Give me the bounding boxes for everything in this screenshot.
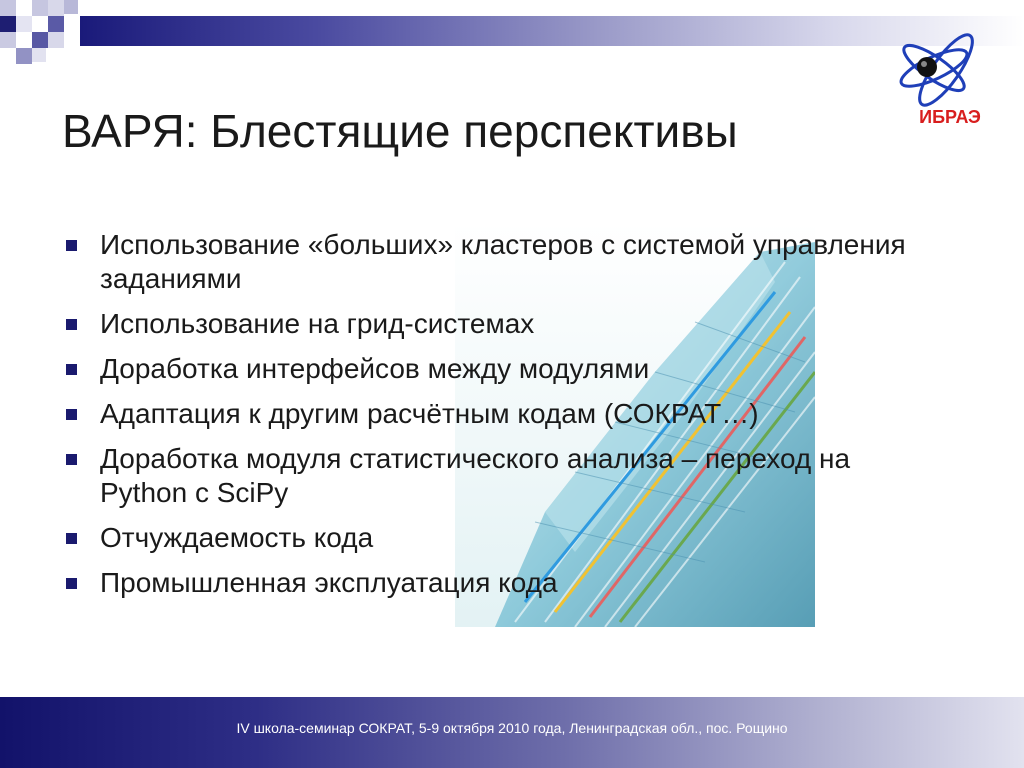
decor-square — [48, 16, 64, 32]
decor-square — [16, 48, 32, 64]
decor-square — [16, 32, 32, 48]
bullet-item — [62, 228, 922, 296]
bullet-text: Доработка модуля статистического анализа – переход на Python с SciPy — [100, 443, 851, 508]
square-bullet-icon — [66, 319, 77, 330]
decor-square — [0, 32, 16, 48]
bullet-item — [62, 397, 922, 431]
bullet-item — [62, 566, 922, 600]
decor-square — [0, 0, 16, 16]
bullet-item — [62, 307, 922, 341]
footer-bar — [0, 697, 1024, 768]
decor-square — [32, 0, 48, 16]
atom-orbits-icon — [897, 28, 981, 112]
decor-square — [16, 0, 32, 16]
square-bullet-icon — [66, 240, 77, 251]
bullet-text: Отчуждаемость кода — [100, 522, 374, 553]
bullet-text: Промышленная эксплуатация кода — [100, 567, 558, 598]
logo-text: ИБРАЭ — [919, 107, 981, 127]
ibrae-logo — [896, 26, 1000, 130]
decor-square — [0, 16, 16, 32]
bullet-item — [62, 442, 922, 510]
square-bullet-icon — [66, 533, 77, 544]
square-bullet-icon — [66, 409, 77, 420]
header-gradient-bar — [80, 16, 1024, 46]
square-bullet-icon — [66, 454, 77, 465]
square-bullet-icon — [66, 364, 77, 375]
decor-square — [16, 16, 32, 32]
decor-square — [64, 0, 78, 14]
decor-square — [32, 48, 46, 62]
slide-title: ВАРЯ: Блестящие перспективы — [62, 105, 738, 157]
decor-square — [48, 32, 64, 48]
decor-square — [48, 0, 64, 16]
bullet-text: Использование «больших» кластеров с системой управления заданиями — [100, 229, 906, 294]
bullet-text: Доработка интерфейсов между модулями — [100, 353, 650, 384]
square-bullet-icon — [66, 578, 77, 589]
footer-text: IV школа-семинар СОКРАТ, 5-9 октября 2010 года, Ленинградская обл., пос. Рощино — [236, 720, 788, 736]
bullet-text: Использование на грид-системах — [100, 308, 535, 339]
decor-square — [32, 32, 48, 48]
bullet-item — [62, 352, 922, 386]
decor-square — [32, 16, 48, 32]
bullet-list — [62, 228, 922, 611]
bullet-item — [62, 521, 922, 555]
bullet-text: Адаптация к другим расчётным кодам (СОКРАТ…) — [100, 398, 759, 429]
